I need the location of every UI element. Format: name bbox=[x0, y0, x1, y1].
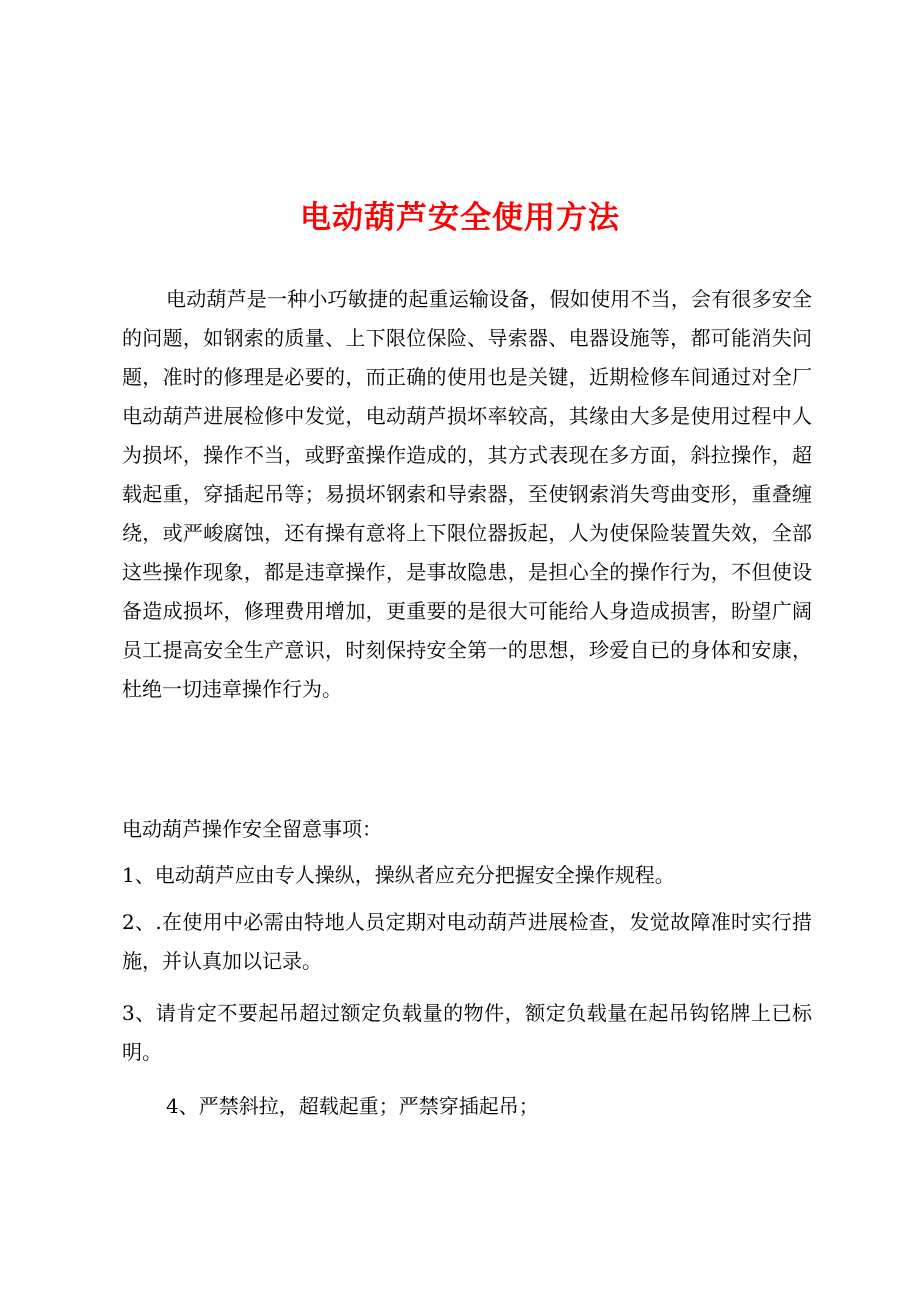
precautions-heading: 电动葫芦操作安全留意事项： bbox=[122, 817, 382, 841]
precaution-item-1: 1、电动葫芦应由专人操纵，操纵者应充分把握安全操作规程。 bbox=[122, 863, 675, 887]
precaution-item-2: 2、.在使用中必需由特地人员定期对电动葫芦进展检查，发觉故障准时实行措施，并认真加以记录。 bbox=[122, 910, 812, 973]
intro-paragraph: 电动葫芦是一种小巧敏捷的起重运输设备，假如使用不当，会有很多安全的问题，如钢索的质量、上下限位保险、导索器、电器设施等，都可能消失问题，准时的修理是必要的，而正确的使用也是关键，近期检修车间通过对全厂电动葫芦进展检修中发觉，电动葫芦损坏率较高，其缘由大多是使用过程中人为损坏，操作不当，或野蛮操作造成的，其方式表现在多方面，斜拉操作，超载起重，穿插起吊等；易损坏钢索和导索器，至使钢索消失弯曲变形，重叠缠绕，或严峻腐蚀，还有操有意将上下限位器扳起，人为使保险装置失效，全部这些操作现象，都是违章操作，是事故隐患，是担心全的操作行为，不但使设备造成损坏，修理费用增加，更重要的是很大可能给人身造成损害，盼望广阔员工提高安全生产意识，时刻保持安全第一的思想，珍爱自已的身体和安康，杜绝一切违章操作行为。 bbox=[122, 287, 812, 701]
page-title: 电动葫芦安全使用方法 bbox=[300, 200, 620, 236]
precaution-item-3: 3、请肯定不要起吊超过额定负载量的物件，额定负载量在起吊钩铭牌上已标明。 bbox=[122, 1001, 812, 1064]
precaution-item-4: 4、严禁斜拉，超载起重；严禁穿插起吊； bbox=[166, 1094, 539, 1118]
